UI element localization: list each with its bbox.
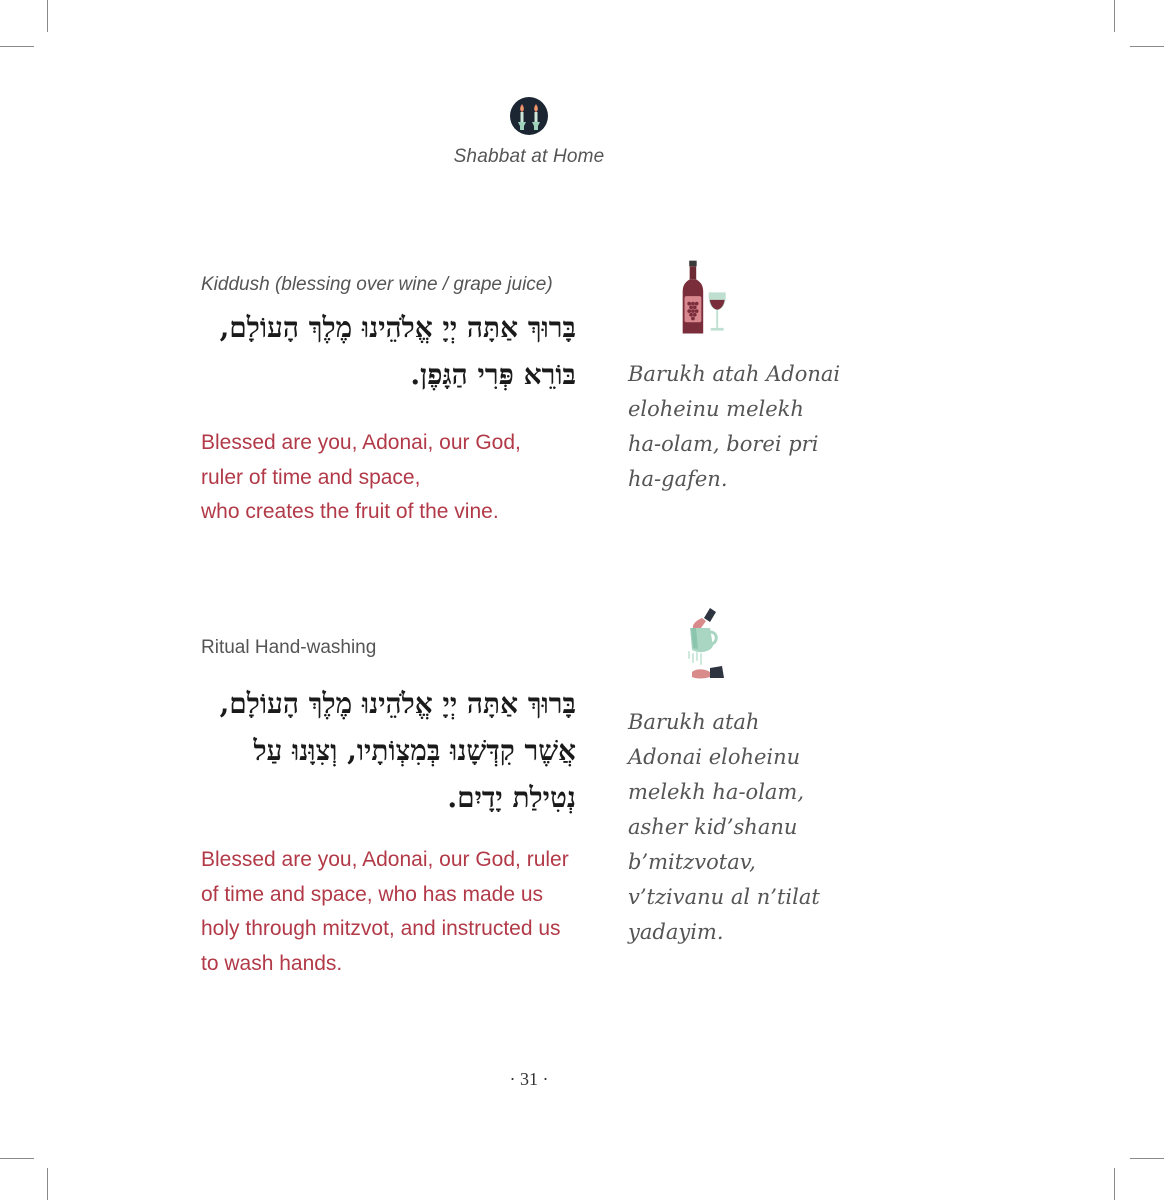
english-line: holy through mitzvot, and instructed us [201, 917, 561, 940]
crop-mark [1130, 1158, 1164, 1159]
wine-bottle-and-glass-icon [678, 258, 734, 338]
crop-mark [47, 1168, 48, 1200]
transliteration-line: ha-gafen. [628, 467, 728, 491]
hebrew-blessing-hand-washing [196, 680, 576, 821]
transliteration-line: Adonai eloheinu [628, 745, 801, 769]
english-line: Blessed are you, Adonai, our God, [201, 431, 521, 454]
transliteration-line: Barukh atah [628, 710, 760, 734]
transliteration-line: ha-olam, borei pri [628, 432, 819, 456]
crop-mark [1130, 46, 1164, 47]
hand-washing-cup-icon [680, 606, 730, 686]
transliteration-line: yadayim. [628, 920, 724, 944]
page-number: · 31 · [509, 1069, 549, 1089]
page-header [0, 96, 1058, 168]
hebrew-line: בָּרוּךְ אַתָּה יְיָ אֱלֹהֵינוּ מֶלֶךְ הָעוֹלָם, [219, 311, 576, 344]
transliteration-line: Barukh atah Adonai [628, 362, 841, 386]
hebrew-blessing-kiddush [196, 304, 576, 398]
transliteration-line: eloheinu melekh [628, 397, 804, 421]
section-label-hand-washing: Ritual Hand-washing [201, 637, 377, 658]
english-line: who creates the fruit of the vine. [201, 500, 499, 523]
crop-mark [1114, 1168, 1115, 1200]
transliteration-line: melekh ha-olam, [628, 780, 805, 804]
crop-mark [1114, 0, 1115, 32]
english-line: to wash hands. [201, 951, 343, 975]
transliteration-line: b’mitzvotav, [628, 850, 756, 874]
transliteration-line: asher kid’shanu [628, 815, 798, 839]
hebrew-line: בּוֹרֵא פְּרִי הַגָּפֶן. [410, 358, 576, 391]
crop-mark [0, 1158, 34, 1159]
hebrew-line: בָּרוּךְ אַתָּה יְיָ אֱלֹהֵינוּ מֶלֶךְ הָעוֹלָם, [219, 687, 576, 720]
transliteration-line: v’tzivanu al n’tilat [628, 885, 820, 909]
transliteration-hand-washing [628, 705, 820, 950]
english-line: ruler of time and space, [201, 465, 421, 489]
transliteration-kiddush [628, 357, 840, 497]
english-translation-kiddush [201, 426, 521, 530]
hebrew-line: נְטִילַת יָדָיִם. [447, 781, 576, 814]
running-title: Shabbat at Home [453, 146, 605, 167]
crop-mark [0, 46, 34, 47]
english-line: of time and space, who has made us [201, 882, 544, 906]
hebrew-line: אֲשֶׁר קִדְּשָׁנוּ בְּמִצְוֹתָיו, וְצִוָּנוּ עַל [253, 734, 576, 767]
crop-mark [47, 0, 48, 32]
section-label-kiddush: Kiddush (blessing over wine / grape juice) [201, 274, 553, 295]
shabbat-candles-icon [509, 96, 549, 136]
english-line: Blessed are you, Adonai, our God, ruler [201, 848, 569, 871]
english-translation-hand-washing [201, 843, 569, 981]
